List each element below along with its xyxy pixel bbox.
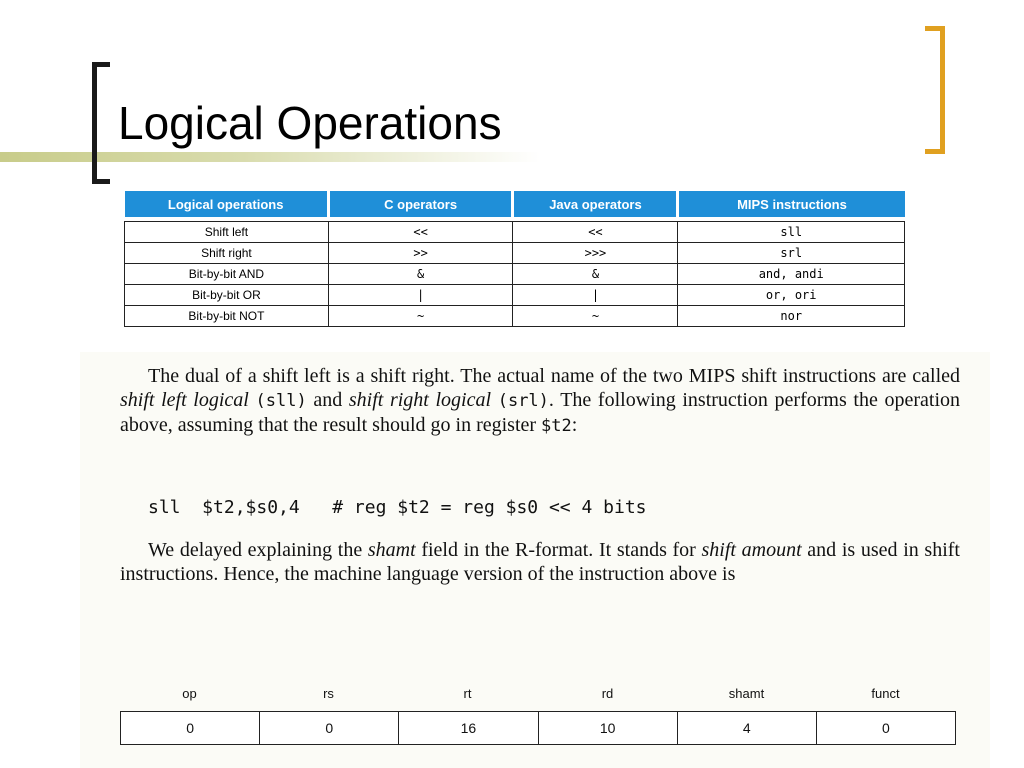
table-row (125, 285, 905, 306)
title-underline-rule (0, 152, 540, 162)
textbook-excerpt (80, 352, 990, 768)
java-operator: >>> (513, 243, 678, 264)
op-name: Shift left (125, 222, 329, 243)
op-name: Shift right (125, 243, 329, 264)
page-title: Logical Operations (118, 97, 502, 149)
field-value-rt: 16 (399, 712, 538, 744)
paragraph-shift-intro (120, 364, 960, 438)
field-label-shamt: shamt (728, 686, 765, 701)
left-bracket-decoration (92, 62, 110, 184)
c-operator: >> (328, 243, 513, 264)
c-operator: ~ (328, 306, 513, 327)
field-label-rd: rd (601, 686, 614, 701)
mips-instruction: srl (678, 243, 905, 264)
text-run: . The following instruction performs the operation above, assuming that the result should go in register (120, 389, 961, 436)
java-operator: & (513, 264, 678, 285)
mips-instruction: sll (678, 222, 905, 243)
field-value-shamt: 4 (678, 712, 817, 744)
example-instruction: sll $t2,$s0,4 # reg $t2 = reg $s0 << 4 bits (148, 497, 647, 518)
paragraph-shamt (120, 538, 960, 586)
right-bracket-decoration (925, 26, 945, 154)
field-value-rd: 10 (539, 712, 678, 744)
inline-code: (sll) (255, 391, 307, 411)
instruction-field-values (120, 711, 956, 745)
table-row (125, 243, 905, 264)
op-name: Bit-by-bit AND (125, 264, 329, 285)
c-operator: & (328, 264, 513, 285)
inline-code: (srl) (497, 391, 549, 411)
italic-term: shamt (367, 539, 416, 561)
text-run: and (306, 389, 349, 411)
table-header-row (125, 191, 905, 217)
text-run: field in the R-format. It stands for (415, 539, 702, 561)
field-value-funct: 0 (882, 720, 890, 736)
c-operator: << (328, 222, 513, 243)
table-row (125, 306, 905, 327)
table-row (125, 264, 905, 285)
header-java-operators: Java operators (513, 191, 678, 217)
header-c-operators: C operators (328, 191, 513, 217)
italic-term: shift amount (701, 539, 802, 561)
header-mips-instructions: MIPS instructions (678, 191, 905, 217)
c-operator: | (328, 285, 513, 306)
op-name: Bit-by-bit NOT (125, 306, 329, 327)
header-logical-operations: Logical operations (125, 191, 329, 217)
italic-term: shift left logical (120, 389, 249, 411)
field-value-op: 0 (121, 712, 260, 744)
mips-instruction: or, ori (678, 285, 905, 306)
logical-operations-table (124, 191, 905, 327)
inline-code: $t2 (541, 416, 572, 436)
field-label-op: op (182, 686, 197, 701)
instruction-field-labels (120, 686, 956, 704)
text-run: : (571, 414, 578, 436)
mips-instruction: nor (678, 306, 905, 327)
text-run: The dual of a shift left is a shift right. The actual name of the two MIPS shift instructions are called (148, 365, 960, 387)
java-operator: ~ (513, 306, 678, 327)
mips-instruction: and, andi (678, 264, 905, 285)
field-value-rs: 0 (260, 712, 399, 744)
java-operator: << (513, 222, 678, 243)
java-operator: | (513, 285, 678, 306)
field-label-rs: rs (323, 686, 334, 701)
text-run: We delayed explaining the (148, 539, 368, 561)
field-label-funct: funct (871, 686, 900, 701)
italic-term: shift right logical (348, 389, 492, 411)
field-label-rt: rt (463, 686, 472, 701)
table-row (125, 222, 905, 243)
op-name: Bit-by-bit OR (125, 285, 329, 306)
text-run: and is used in shift instructions. Hence, the machine language version of the instruction above is (120, 539, 960, 585)
